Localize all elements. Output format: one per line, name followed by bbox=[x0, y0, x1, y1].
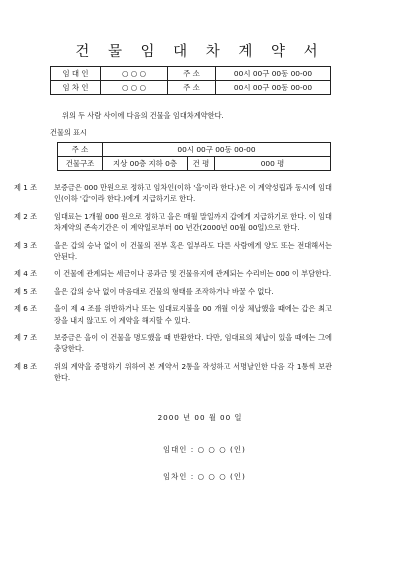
article-text: 이 건물에 관계되는 세금이나 공과금 및 건물유지에 관계되는 수리비는 000 이 부담한다. bbox=[54, 269, 332, 279]
article-number: 제 8 조 bbox=[14, 361, 38, 371]
tenant-label: 임 차 인 bbox=[51, 81, 101, 95]
building-section-title: 건물의 표시 bbox=[50, 128, 88, 137]
article bbox=[14, 211, 332, 234]
landlord-signature-name: ○ ○ ○ bbox=[197, 445, 227, 454]
article-text: 위의 계약을 증명하기 위하여 본 계약서 2통을 작성하고 서명날인한 다음 각 1통씩 보관한다. bbox=[54, 361, 332, 383]
structure-label: 건물구조 bbox=[58, 157, 103, 171]
article-text: 을은 갑의 승낙 없이 마음대로 건물의 형태를 조작하거나 바꿀 수 없다. bbox=[54, 286, 274, 296]
article-text: 보증금은 000 만원으로 정하고 임차인(이하 '을'이라 한다.)은 이 계약성립과 동시에 임대인(이하 '갑'이라 한다.)에게 지급하기로 한다. bbox=[54, 183, 332, 204]
article bbox=[14, 303, 332, 326]
landlord-seal: (인) bbox=[230, 445, 246, 454]
article-text: 보증금은 을이 이 건물을 명도했을 때 반환한다. 다만, 임대료의 체납이 있을 때에는 그에 충당한다. bbox=[54, 333, 332, 354]
article-number: 제 3 조 bbox=[14, 240, 38, 250]
parties-table bbox=[50, 66, 331, 95]
tenant-signature-label: 임차인 : bbox=[163, 472, 195, 481]
article-text: 임대료는 1개월 000 원으로 정하고 을은 매월 말일까지 갑에게 지급하기로 한다. 이 임대차계약의 존속기간은 이 계약일로부터 00 년간(2000년 00월 00일)으로 한다. bbox=[54, 211, 332, 233]
building-address: 00시 00구 00동 00-00 bbox=[103, 143, 331, 157]
article bbox=[14, 332, 332, 355]
landlord-label: 임 대 인 bbox=[51, 67, 101, 81]
article-number: 제 4 조 bbox=[14, 269, 38, 279]
document-title: 건 물 임 대 차 계 약 서 bbox=[75, 44, 325, 60]
article bbox=[14, 182, 332, 205]
building-table bbox=[57, 142, 331, 171]
article-text: 을이 제 4 조를 위반하거나 또는 임대료지불을 00 개월 이상 체납했을 때에는 갑은 최고장을 내지 않고도 이 계약을 해지할 수 있다. bbox=[54, 304, 332, 325]
article-number: 제 7 조 bbox=[14, 333, 38, 343]
landlord-address: 00시 00구 00동 00-00 bbox=[216, 67, 331, 81]
tenant-address-label: 주 소 bbox=[168, 81, 216, 95]
building-structure-row bbox=[58, 157, 331, 171]
article bbox=[14, 240, 332, 263]
article-number: 제 2 조 bbox=[14, 211, 38, 221]
article-text: 을은 갑의 승낙 없이 이 건물의 전부 혹은 일부라도 다른 사람에게 양도 또는 전대해서는 안된다. bbox=[54, 240, 332, 261]
landlord-name: ○ ○ ○ bbox=[101, 67, 168, 81]
tenant-name: ○ ○ ○ bbox=[101, 81, 168, 95]
landlord-signature bbox=[163, 444, 246, 455]
building-address-row bbox=[58, 143, 331, 157]
article bbox=[14, 361, 332, 384]
articles-list bbox=[14, 182, 332, 390]
article bbox=[14, 268, 332, 279]
area-label: 건 평 bbox=[188, 157, 215, 171]
contract-date: 2000 년 00 월 00 일 bbox=[157, 413, 243, 422]
tenant-row bbox=[51, 81, 331, 95]
landlord-address-label: 주 소 bbox=[168, 67, 216, 81]
article-number: 제 6 조 bbox=[14, 304, 38, 314]
landlord-signature-label: 임대인 : bbox=[163, 445, 195, 454]
article bbox=[14, 286, 332, 297]
tenant-address: 00시 00구 00동 00-00 bbox=[216, 81, 331, 95]
tenant-seal: (인) bbox=[230, 472, 246, 481]
article-number: 제 1 조 bbox=[14, 183, 38, 192]
tenant-signature bbox=[163, 471, 246, 482]
tenant-signature-name: ○ ○ ○ bbox=[197, 472, 227, 481]
landlord-row bbox=[51, 67, 331, 81]
area-value: 000 평 bbox=[215, 157, 331, 171]
building-address-label: 주 소 bbox=[58, 143, 103, 157]
structure-value: 지상 00층 지하 0층 bbox=[103, 157, 188, 171]
intro-text: 위의 두 사람 사이에 다음의 건물을 임대차계약한다. bbox=[62, 111, 224, 120]
article-number: 제 5 조 bbox=[14, 286, 38, 296]
